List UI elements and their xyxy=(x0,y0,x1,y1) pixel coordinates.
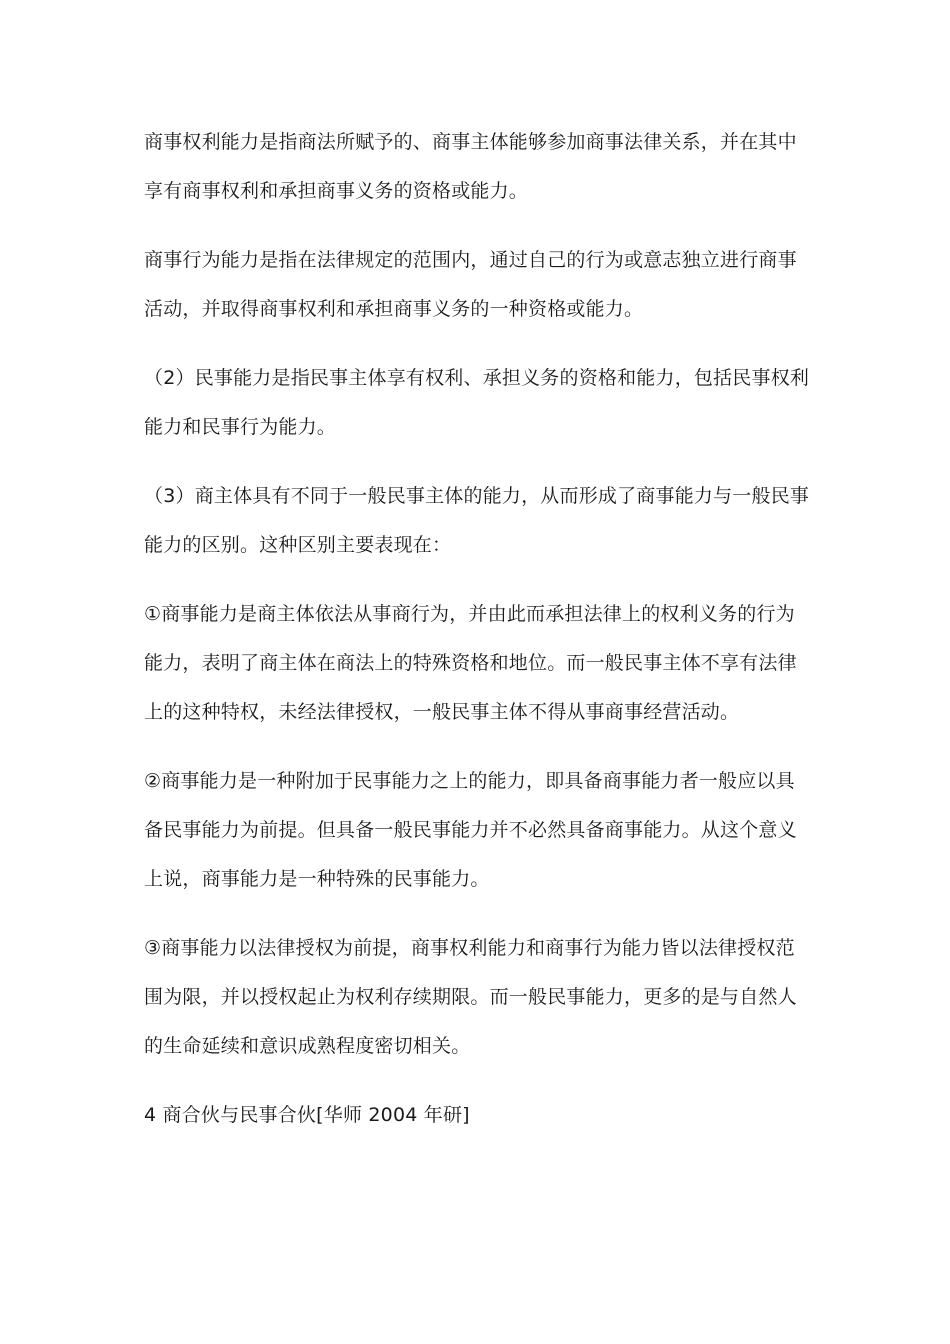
document-page xyxy=(144,118,812,1160)
paragraph-commercial-rights-capacity: 商事权利能力是指商法所赋予的、商事主体能够参加商事法律关系，并在其中享有商事权利和承担商事义务的资格或能力。 xyxy=(144,131,797,202)
paragraph-civil-capacity: （2）民事能力是指民事主体享有权利、承担义务的资格和能力，包括民事权利能力和民事行为能力。 xyxy=(144,367,810,438)
paragraph-point-1: ①商事能力是商主体依法从事商行为，并由此而承担法律上的权利义务的行为能力，表明了商主体在商法上的特殊资格和地位。而一般民事主体不享有法律上的这种特权，未经法律授权，一般民事主体不得从事商事经营活动。 xyxy=(144,603,797,723)
section-heading: 4 商合伙与民事合伙[华师 2004 年研] xyxy=(144,1104,470,1126)
paragraph-capacity-difference: （3）商主体具有不同于一般民事主体的能力，从而形成了商事能力与一般民事能力的区别。这种区别主要表现在： xyxy=(144,485,810,556)
paragraph-commercial-conduct-capacity: 商事行为能力是指在法律规定的范围内，通过自己的行为或意志独立进行商事活动，并取得商事权利和承担商事义务的一种资格或能力。 xyxy=(144,249,797,320)
paragraph-point-3: ③商事能力以法律授权为前提，商事权利能力和商事行为能力皆以法律授权范围为限，并以授权起止为权利存续期限。而一般民事能力，更多的是与自然人的生命延续和意识成熟程度密切相关。 xyxy=(144,937,797,1057)
paragraph-point-2: ②商事能力是一种附加于民事能力之上的能力，即具备商事能力者一般应以具备民事能力为前提。但具备一般民事能力并不必然具备商事能力。从这个意义上说，商事能力是一种特殊的民事能力。 xyxy=(144,770,797,890)
